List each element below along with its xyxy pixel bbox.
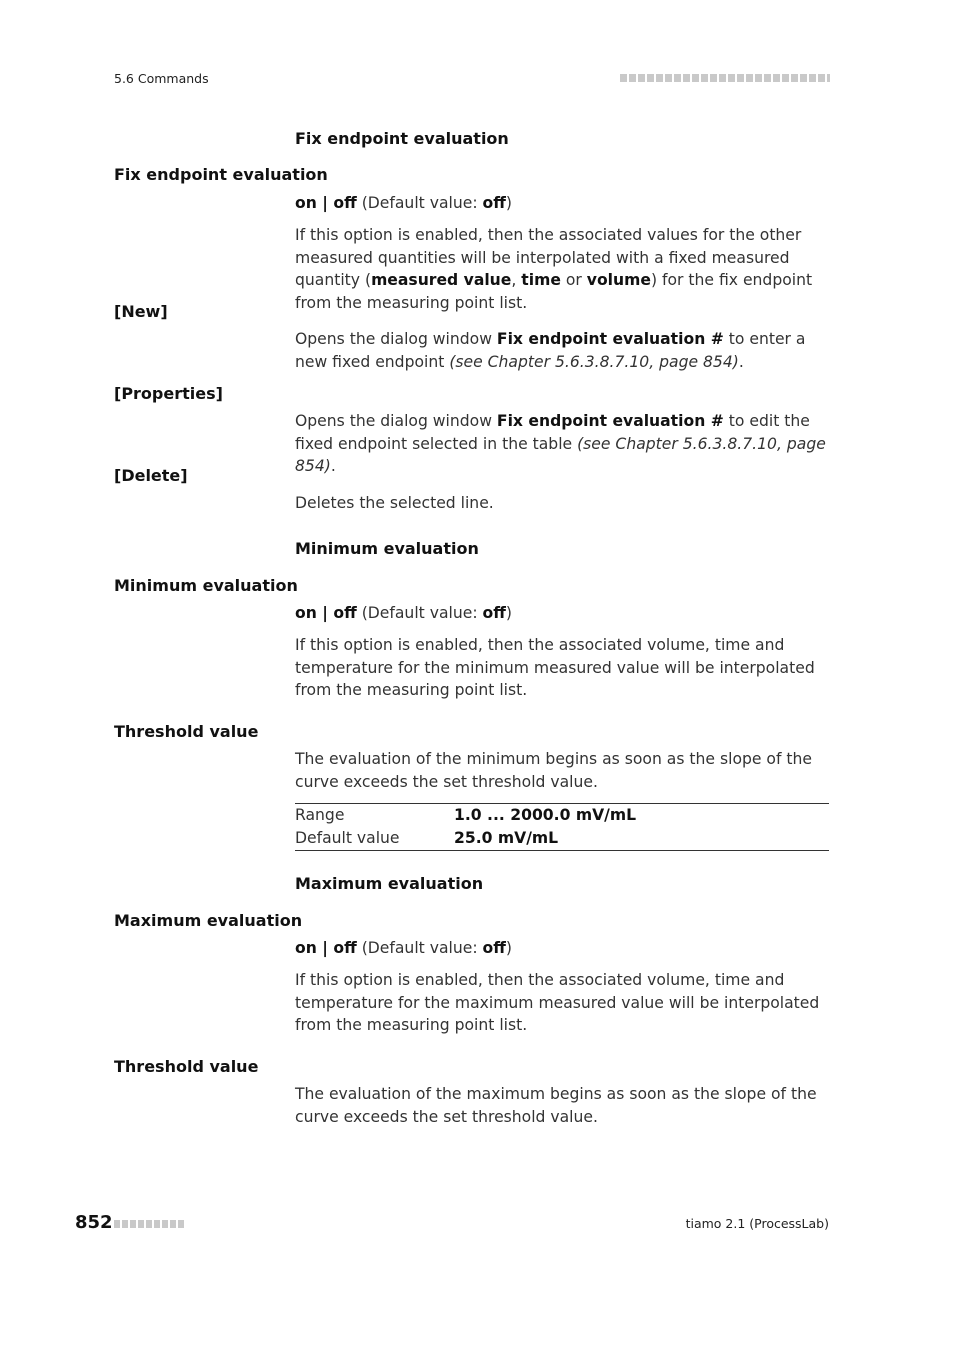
min-onoff (295, 602, 835, 625)
fix-desc-part: or (560, 271, 587, 289)
max-onoff (295, 937, 835, 960)
max-default-prefix: (Default value: (356, 939, 483, 957)
delete-description: Deletes the selected line. (295, 494, 494, 512)
new-desc-part: to enter a new fixed endpoint (295, 330, 806, 371)
delete-label: [Delete] (114, 466, 188, 485)
max-sep: | (316, 939, 334, 957)
fix-default-prefix: (Default value: (356, 194, 483, 212)
new-desc-part: . (738, 352, 744, 371)
max-threshold-description: The evaluation of the maximum begins as soon as the slope of the curve exceeds the set threshold value. (295, 1085, 817, 1126)
min-description: If this option is enabled, then the associated volume, time and temperature for the minimum measured value will be interpolated from the measuring point list. (295, 636, 815, 699)
properties-description (295, 410, 835, 478)
fix-desc-bold: volume (586, 271, 651, 289)
fix-default-suffix: ) (505, 194, 512, 212)
min-threshold-table (295, 803, 829, 851)
min-subheading: Minimum evaluation (295, 539, 479, 558)
new-label: [New] (114, 302, 168, 321)
properties-chapter-reference[interactable]: (see Chapter 5.6.3.8.7.10, page 854) (295, 434, 826, 475)
max-label: Maximum evaluation (114, 911, 303, 930)
fix-off: off (333, 194, 357, 212)
new-desc-part: Opens the dialog window (295, 330, 497, 348)
table-key: Default value (295, 829, 400, 847)
max-default-value: off (482, 939, 506, 957)
fix-default-value: off (482, 194, 506, 212)
new-description (295, 328, 835, 373)
min-off: off (333, 604, 357, 622)
max-default-suffix: ) (505, 939, 512, 957)
fix-sep: | (316, 194, 334, 212)
min-threshold-description: The evaluation of the minimum begins as soon as the slope of the curve exceeds the set threshold value. (295, 750, 813, 791)
table-row (295, 804, 829, 827)
properties-desc-part: . (330, 457, 336, 475)
properties-label: [Properties] (114, 384, 223, 403)
min-threshold-label: Threshold value (114, 722, 259, 741)
min-on: on (295, 604, 317, 622)
running-header-section: 5.6 Commands (114, 71, 209, 86)
table-key: Range (295, 806, 345, 824)
table-value: 25.0 mV/mL (454, 829, 559, 847)
fix-on: on (295, 194, 317, 212)
fix-desc-bold: measured value (371, 271, 512, 289)
header-decoration (620, 74, 830, 82)
fix-desc-part: ) for the fix endpoint from the measuring point list. (295, 271, 813, 312)
fix-label: Fix endpoint evaluation (114, 165, 328, 184)
min-default-value: off (482, 604, 506, 622)
max-on: on (295, 939, 317, 957)
fix-desc-bold: time (521, 271, 561, 289)
min-sep: | (316, 604, 334, 622)
min-default-suffix: ) (505, 604, 512, 622)
page-number: 852 (75, 1212, 113, 1233)
fix-onoff (295, 192, 835, 215)
new-chapter-reference[interactable]: (see Chapter 5.6.3.8.7.10, page 854) (449, 352, 739, 371)
max-description: If this option is enabled, then the associated volume, time and temperature for the maximum measured value will be interpolated from the measuring point list. (295, 971, 820, 1034)
footer-decoration (114, 1220, 184, 1228)
properties-dialog-name: Fix endpoint evaluation # (496, 412, 724, 430)
fix-subheading: Fix endpoint evaluation (295, 129, 509, 148)
properties-desc-part: to edit the fixed endpoint selected in the table (295, 412, 810, 453)
new-dialog-name: Fix endpoint evaluation # (496, 330, 724, 348)
max-off: off (333, 939, 357, 957)
max-subheading: Maximum evaluation (295, 874, 484, 893)
properties-desc-part: Opens the dialog window (295, 412, 497, 430)
fix-description (295, 224, 835, 314)
table-value: 1.0 ... 2000.0 mV/mL (454, 806, 637, 824)
table-row (295, 827, 829, 850)
fix-desc-part: , (511, 271, 522, 289)
fix-desc-part: If this option is enabled, then the associated values for the other measured quantities will be interpolated with a fixed measured quantity ( (295, 226, 802, 289)
footer-product: tiamo 2.1 (ProcessLab) (685, 1216, 829, 1231)
max-threshold-label: Threshold value (114, 1057, 259, 1076)
min-label: Minimum evaluation (114, 576, 298, 595)
min-default-prefix: (Default value: (356, 604, 483, 622)
